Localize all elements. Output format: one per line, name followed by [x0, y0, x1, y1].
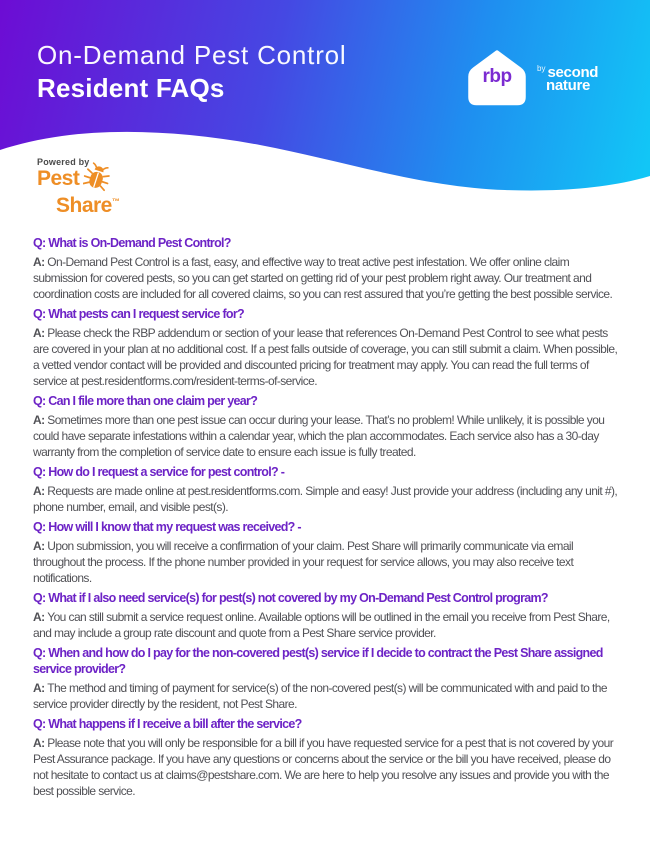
trademark-symbol: ™ [111, 197, 120, 206]
second-nature-line1: second [547, 64, 599, 81]
faq-answer: A: Please note that you will only be responsible for a bill if you have requested service for a pest that is not covered by your Pest Assurance package. If you have any questions or concerns about the service or the bill you have received, please do not hesitate to contact us at claims@pestshare.com. We are here to help you resolve any issues and provide you with the best possible service. [33, 736, 614, 798]
faq-answer: A: The method and timing of payment for service(s) of the non-covered pest(s) will be communicated with and paid to the service provider directly by the resident, not Pest Share. [33, 681, 607, 711]
faq-answer-prefix: A: [33, 326, 48, 340]
faq-list [0, 216, 650, 799]
faq-answer: A: Sometimes more than one pest issue can occur during your lease. That’s no problem! While unlikely, it is possible you could have separate infestations within a calendar year, which the plan accommodates. Each service also has a 30-day warranty from the completion of service date to ensure each issue is fully treated. [33, 413, 605, 459]
faq-answer-prefix: A: [33, 610, 48, 624]
faq-question: Q: When and how do I pay for the non-covered pest(s) service if I decide to contract the Pest Share assigned service provider? [33, 646, 603, 676]
page-subtitle: Resident FAQs [37, 73, 225, 103]
faq-question: Q: How do I request a service for pest control? - [33, 465, 285, 479]
pest-share-row [37, 168, 119, 192]
pest-share-word-share: Share™ [56, 194, 120, 217]
faq-answer-prefix: A: [33, 539, 48, 553]
faq-answer: A: Upon submission, you will receive a confirmation of your claim. Pest Share will primarily communicate via email throughout the process. If the phone number provided in your request for service allows, you may also receive text notifications. [33, 539, 574, 585]
by-label: by [537, 64, 546, 73]
faq-question: Q: How will I know that my request was received? - [33, 520, 301, 534]
bug-icon [83, 162, 111, 192]
second-nature-line2: nature [546, 77, 591, 94]
rbp-logo-text: rbp [482, 66, 512, 87]
rbp-second-nature-logo [467, 49, 598, 107]
page-title: On-Demand Pest Control [37, 40, 347, 70]
faq-answer: A: On-Demand Pest Control is a fast, easy, and effective way to treat active pest infestation. We offer online claim submission for covered pests, so you can get started on getting rid of your pest problem right away. Our treatment and coordination costs are included for all covered claims, so you can rest assured that you’re getting the best possible service. [33, 255, 613, 301]
faq-question: Q: What if I also need service(s) for pest(s) not covered by my On-Demand Pest Control program? [33, 591, 548, 605]
powered-by-label: Powered by [37, 157, 90, 167]
faq-answer-prefix: A: [33, 413, 48, 427]
faq-answer: A: You can still submit a service request online. Available options will be outlined in the email you receive from Pest Share, and may include a group rate discount and quote from a Pest Share service provider. [33, 610, 610, 640]
faq-answer-prefix: A: [33, 255, 48, 269]
header-titles [37, 39, 347, 105]
faq-question: Q: What happens if I receive a bill after the service? [33, 717, 302, 731]
faq-answer: A: Requests are made online at pest.residentforms.com. Simple and easy! Just provide your address (including any unit #), phone number, email, and visible pest(s). [33, 484, 618, 514]
faq-answer-prefix: A: [33, 484, 48, 498]
faq-question: Q: Can I file more than one claim per year? [33, 394, 258, 408]
faq-answer: A: Please check the RBP addendum or section of your lease that references On-Demand Pest Control to see what pests are covered in your plan at no additional cost. If a pest falls outside of coverage, you can still submit a claim. When possible, a vetted vendor contact will be provided and discounted pricing for treatment may apply. You can read the full terms of service at pest.residentforms.com/resident-terms-of-service. [33, 326, 618, 388]
second-nature-wordmark [537, 62, 598, 92]
faq-answer-prefix: A: [33, 736, 48, 750]
faq-question: Q: What is On-Demand Pest Control? [33, 236, 231, 250]
faq-answer-prefix: A: [33, 681, 48, 695]
pest-share-logo [37, 157, 119, 216]
rbp-logo-badge [467, 49, 527, 107]
faq-question: Q: What pests can I request service for? [33, 307, 244, 321]
pest-share-word-pest: Pest [37, 167, 80, 190]
